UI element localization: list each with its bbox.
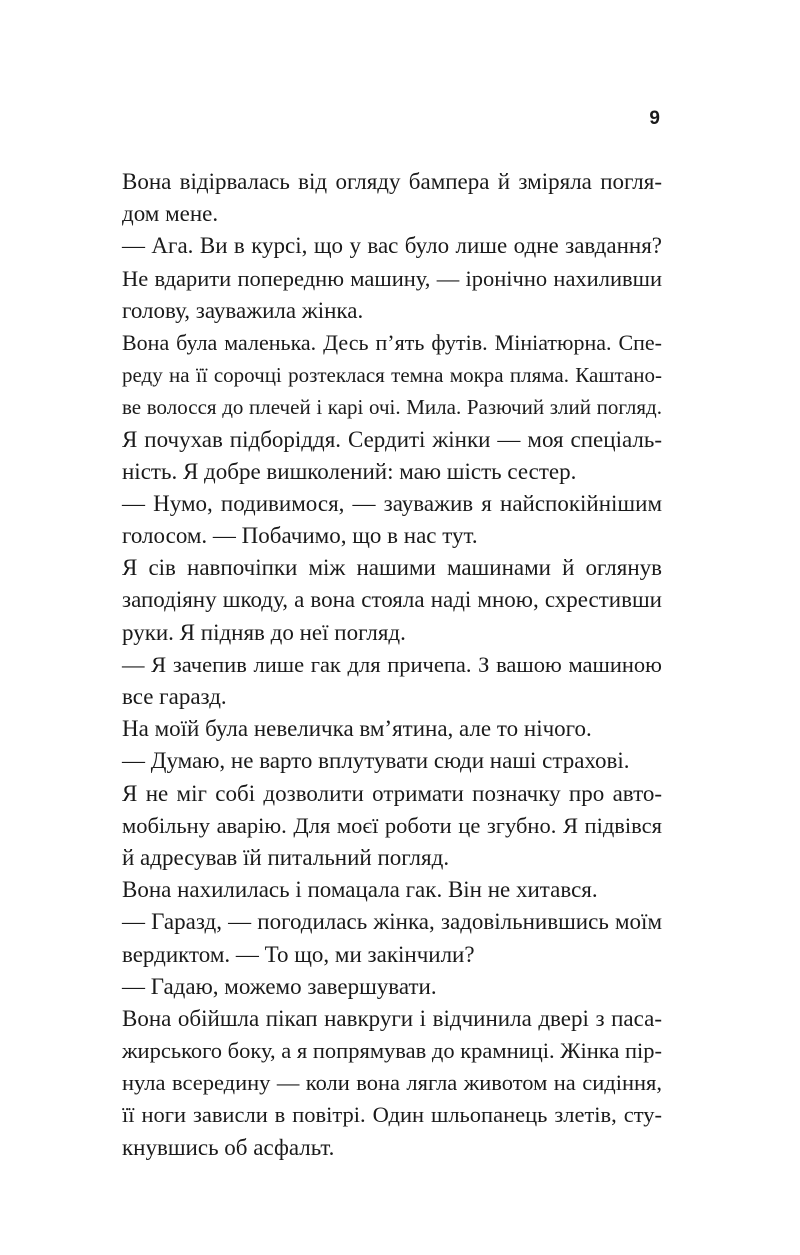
text-line: кнувшись об асфальт. (122, 1134, 335, 1160)
text-line: голову, зауважила жінка. (122, 297, 364, 323)
text-line: заподіяну шкоду, а вона стояла наді мною, схрестивши (122, 587, 662, 613)
text-line: Я почухав підборіддя. Сердиті жінки — моя спеціаль- (122, 426, 662, 452)
text-line: руки. Я підняв до неї погляд. (122, 619, 406, 645)
text-line: й адресував їй питальний погляд. (122, 844, 450, 870)
text-line: ність. Я добре вишколений: маю шість сестер. (122, 458, 577, 484)
text-line: ве волосся до плечей і карі очі. Мила. Разючий злий погляд. (122, 395, 662, 420)
text-line: Не вдарити попередню машину, — іронічно нахиливши (122, 265, 662, 291)
text-line: Вона була маленька. Десь п’ять футів. Мініатюрна. Спе- (122, 329, 662, 355)
text-line: — Ага. Ви в курсі, що у вас було лише одне завдання? (122, 233, 662, 259)
text-line: нула всередину — коли вона лягла животом на сидіння, (122, 1070, 662, 1096)
text-line: — Гаразд, — погодилась жінка, задовільнившись моїм (122, 909, 662, 935)
text-line: — Я зачепив лише гак для причепа. З вашою машиною (122, 651, 662, 677)
page-number: 9 (649, 108, 660, 129)
text-line: Вона обійшла пікап навкруги і відчинила двері з паса- (122, 1005, 662, 1031)
text-line: жирського боку, а я попрямував до крамниці. Жінка пір- (122, 1038, 662, 1064)
text-line: Я не міг собі дозволити отримати позначку про авто- (122, 780, 662, 806)
text-line: Вона відірвалась від огляду бампера й зміряла погля- (122, 169, 662, 194)
body-text (122, 166, 662, 1164)
text-line: вердиктом. — То що, ми закінчили? (122, 941, 475, 967)
text-line: її ноги зависли в повітрі. Один шльопанець злетів, сту- (122, 1102, 662, 1128)
text-line: — Гадаю, можемо завершувати. (122, 973, 437, 999)
text-line: Я сів навпочіпки між нашими машинами й оглянув (122, 555, 662, 581)
text-line: — Думаю, не варто вплутувати сюди наші страхові. (122, 748, 630, 774)
text-line: На моїй була невеличка вм’ятина, але то нічого. (122, 716, 592, 742)
text-line: — Нумо, подивимося, — зауважив я найспокійнішим (122, 490, 662, 516)
text-line: мобільну аварію. Для моєї роботи це згубно. Я підвівся (122, 812, 662, 838)
text-line: голосом. — Побачимо, що в нас тут. (122, 523, 478, 549)
text-line: дом мене. (122, 201, 219, 227)
text-line: Вона нахилилась і помацала гак. Він не хитався. (122, 877, 598, 903)
text-line: реду на її сорочці розтеклася темна мокра пляма. Каштано- (122, 363, 662, 388)
text-line: все гаразд. (122, 684, 227, 709)
